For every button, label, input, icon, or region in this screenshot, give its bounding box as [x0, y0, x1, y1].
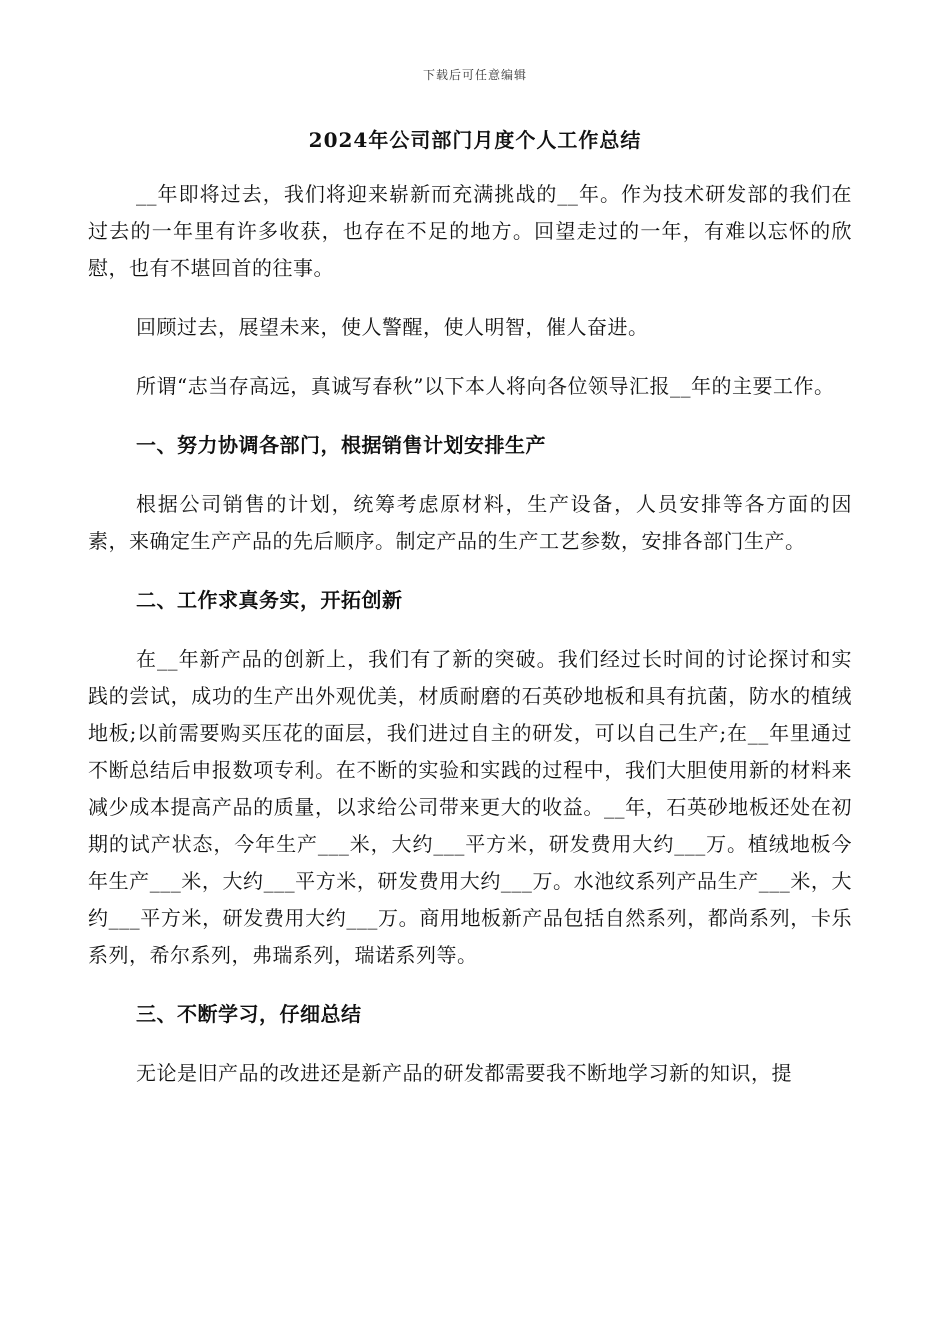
document-title: 2024年公司部门月度个人工作总结 — [308, 128, 642, 152]
section-heading-1: 一、努力协调各部门，根据销售计划安排生产 — [136, 433, 546, 457]
review-paragraph: 回顾过去，展望未来，使人警醒，使人明智，催人奋进。 — [136, 315, 649, 339]
section-2-paragraph: 在__年新产品的创新上，我们有了新的突破。我们经过长时间的讨论探讨和实践的尝试，成功的生产出外观优美，材质耐磨的石英砂地板和具有抗菌，防水的植绒地板;以前需要购买压花的面层，我们进过自主的研发，可以自己生产;在__年里通过不断总结后申报数项专利。在不断的实验和实践的过程中，我们大胆使用新的材料来减少成本提高产品的质量，以求给公司带来更大的收益。__年，石英砂地板还处在初期的试产状态，今年生产___米，大约___平方米，研发费用大约___万。植绒地板今年生产___米，大约___平方米，研发费用大约___万。水池纹系列产品生产___米，大约___平方米，研发费用大约___万。商用地板新产品包括自然系列，都尚系列，卡乐系列，希尔系列，弗瑞系列，瑞诺系列等。 — [88, 647, 852, 967]
intro-paragraph: __年即将过去，我们将迎来崭新而充满挑战的__年。作为技术研发部的我们在过去的一年里有许多收获，也存在不足的地方。回望走过的一年，有难以忘怀的欣慰，也有不堪回首的往事。 — [88, 182, 852, 280]
header-note: 下载后可任意编辑 — [422, 68, 527, 82]
document-body — [88, 176, 852, 1114]
section-heading-3: 三、不断学习，仔细总结 — [136, 1002, 362, 1026]
report-paragraph: 所谓“志当存高远，真诚写春秋”以下本人将向各位领导汇报__年的主要工作。 — [136, 374, 835, 398]
section-heading-2: 二、工作求真务实，开拓创新 — [136, 588, 403, 612]
section-3-paragraph: 无论是旧产品的改进还是新产品的研发都需要我不断地学习新的知识，提 — [136, 1061, 792, 1085]
section-1-paragraph: 根据公司销售的计划，统筹考虑原材料，生产设备，人员安排等各方面的因素，来确定生产产品的先后顺序。制定产品的生产工艺参数，安排各部门生产。 — [88, 492, 852, 553]
